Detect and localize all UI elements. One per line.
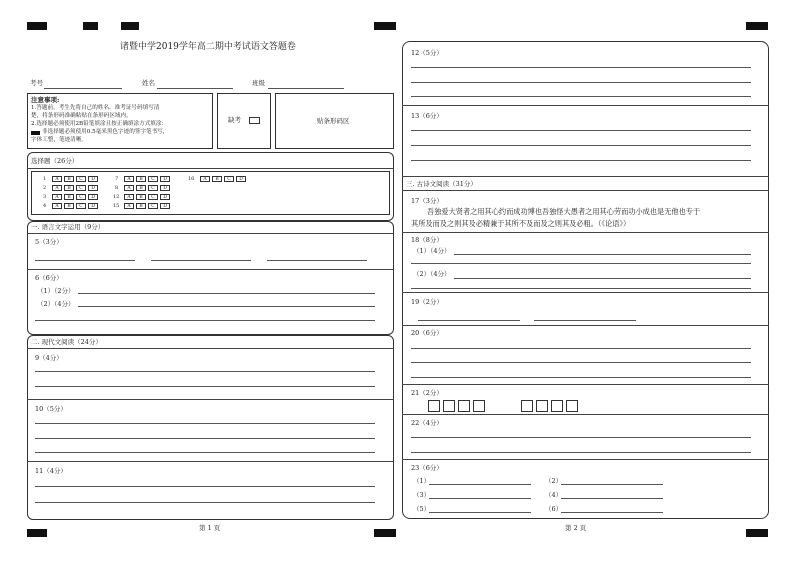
question-label: 9（4分）: [35, 354, 63, 362]
answer-box[interactable]: [458, 400, 470, 412]
registration-mark: [83, 22, 98, 30]
answer-line[interactable]: [429, 512, 531, 513]
choice-bubble[interactable]: D: [236, 176, 246, 182]
question-label: 22（4分）: [411, 419, 443, 427]
section-title: 二. 现代文阅读（24分）: [31, 338, 102, 346]
question-label: 10（5分）: [35, 405, 67, 413]
answer-line[interactable]: [411, 437, 751, 438]
answer-line[interactable]: [35, 452, 375, 453]
choice-number: 2: [43, 185, 47, 191]
answer-line[interactable]: [411, 452, 751, 453]
registration-mark: [746, 529, 768, 537]
choice-bubble[interactable]: C: [76, 176, 86, 182]
question-label: 12（5分）: [411, 49, 443, 57]
choice-number: 8: [115, 185, 119, 191]
choice-bubble[interactable]: A: [124, 203, 134, 209]
question-label: 20（6分）: [411, 329, 443, 337]
class-label: 班级: [252, 79, 265, 87]
question-label: 19（2分）: [411, 298, 443, 306]
choice-bubble[interactable]: B: [64, 194, 74, 200]
name-label: 姓名: [142, 79, 155, 87]
choice-bubble[interactable]: D: [160, 176, 170, 182]
registration-mark: [374, 22, 396, 30]
choice-bubble[interactable]: D: [160, 203, 170, 209]
registration-mark: [121, 22, 139, 30]
answer-line[interactable]: [561, 498, 663, 499]
choice-bubble[interactable]: C: [148, 176, 158, 182]
notes-line: 楚，将条形码准确粘贴在条形码区域内。: [31, 113, 132, 119]
question-label: 18（8分）: [411, 236, 443, 244]
choice-bubble[interactable]: C: [76, 185, 86, 191]
answer-line[interactable]: [411, 160, 751, 161]
choice-title: 选择题（26分）: [31, 157, 79, 165]
answer-line[interactable]: [561, 512, 663, 513]
choice-number: 3: [43, 194, 47, 200]
question-label: 21（2分）: [411, 389, 443, 397]
choice-number: 12: [113, 194, 120, 200]
answer-box[interactable]: [473, 400, 485, 412]
sub-question-label: （1）（4分）: [413, 247, 451, 255]
choice-bubble[interactable]: C: [76, 194, 86, 200]
answer-line[interactable]: [411, 130, 751, 131]
page-title: 诸暨中学2019学年高二期中考试语文答题卷: [120, 42, 296, 52]
question-label: 6（6分）: [35, 274, 63, 282]
answer-line[interactable]: [534, 320, 636, 321]
choice-bubble[interactable]: A: [52, 194, 62, 200]
answer-line[interactable]: [78, 306, 375, 307]
question-label: 5（3分）: [35, 238, 63, 246]
answer-line[interactable]: [411, 67, 751, 68]
choice-number: 16: [188, 176, 195, 182]
choice-bubble[interactable]: A: [124, 194, 134, 200]
answer-line[interactable]: [454, 278, 751, 279]
question-label: 17（3分）: [411, 197, 443, 205]
answer-box[interactable]: [521, 400, 533, 412]
section-title: 一. 语言文字运用（9分）: [31, 223, 105, 231]
choice-bubble[interactable]: C: [76, 203, 86, 209]
answer-line[interactable]: [78, 293, 375, 294]
page2-frame: [402, 41, 769, 519]
passage-text: 吾独爱大贤者之用其心约而成功博也吾独怪大愚者之用其心劳而功小成也是无他也专于: [427, 207, 701, 216]
answer-box[interactable]: [428, 400, 440, 412]
answer-line[interactable]: [35, 260, 135, 261]
answer-line[interactable]: [411, 362, 751, 363]
answer-box[interactable]: [551, 400, 563, 412]
sub-item-label: （2）: [545, 477, 563, 485]
choice-bubble[interactable]: D: [88, 176, 98, 182]
choice-number: 7: [115, 176, 119, 182]
registration-mark: [27, 529, 47, 537]
answer-line[interactable]: [454, 254, 751, 255]
section-modern-reading: [27, 335, 394, 520]
exam-no-label: 考号: [30, 79, 43, 87]
question-label: 11（4分）: [35, 467, 67, 475]
answer-line[interactable]: [429, 498, 531, 499]
filled-bubble-sample: [31, 131, 40, 135]
page-number: 第 2 页: [565, 524, 587, 532]
answer-line[interactable]: [267, 260, 367, 261]
choice-bubble[interactable]: A: [124, 176, 134, 182]
answer-line[interactable]: [411, 145, 751, 146]
sub-item-label: （6）: [545, 505, 563, 513]
choice-number: 4: [43, 203, 47, 209]
answer-line[interactable]: [35, 502, 375, 503]
choice-bubble[interactable]: B: [212, 176, 222, 182]
answer-line[interactable]: [411, 348, 751, 349]
answer-box[interactable]: [443, 400, 455, 412]
choice-bubble[interactable]: B: [64, 176, 74, 182]
answer-line[interactable]: [35, 423, 375, 424]
answer-box[interactable]: [536, 400, 548, 412]
sub-item-label: （4）: [545, 491, 563, 499]
answer-line[interactable]: [411, 82, 751, 83]
choice-bubble[interactable]: A: [52, 185, 62, 191]
answer-line[interactable]: [418, 320, 520, 321]
choice-bubble[interactable]: B: [136, 203, 146, 209]
exam-no-field[interactable]: [44, 88, 122, 89]
sub-item-label: （1）: [413, 477, 431, 485]
answer-line[interactable]: [411, 263, 751, 264]
sub-item-label: （3）: [413, 491, 431, 499]
notes-line: 字体工整，笔迹清晰。: [31, 137, 87, 143]
choice-bubble[interactable]: A: [52, 176, 62, 182]
answer-line[interactable]: [35, 371, 375, 372]
choice-bubble[interactable]: D: [88, 194, 98, 200]
answer-line[interactable]: [151, 260, 251, 261]
choice-bubble[interactable]: D: [160, 185, 170, 191]
registration-mark: [746, 22, 768, 30]
sub-question-label: （2）（4分）: [413, 270, 451, 278]
question-label: 23（6分）: [411, 464, 443, 472]
choice-bubble[interactable]: B: [64, 203, 74, 209]
absent-box: [217, 93, 271, 149]
choice-bubble[interactable]: C: [148, 203, 158, 209]
sub-question-label: （1）（2分）: [37, 287, 75, 295]
class-field[interactable]: [268, 88, 344, 89]
choice-bubble[interactable]: A: [124, 185, 134, 191]
registration-mark: [374, 529, 396, 537]
answer-line[interactable]: [411, 288, 751, 289]
choice-bubble[interactable]: D: [160, 194, 170, 200]
choice-bubble[interactable]: A: [52, 203, 62, 209]
answer-line[interactable]: [35, 438, 375, 439]
answer-line[interactable]: [561, 484, 663, 485]
choice-bubble[interactable]: C: [148, 185, 158, 191]
choice-bubble[interactable]: B: [136, 176, 146, 182]
choice-bubble[interactable]: D: [88, 203, 98, 209]
answer-line[interactable]: [35, 386, 375, 387]
answer-line[interactable]: [429, 484, 531, 485]
choice-bubble[interactable]: A: [200, 176, 210, 182]
notes-heading: 注意事项:: [31, 96, 60, 104]
sub-item-label: （5）: [413, 505, 431, 513]
notes-line: 非选择题必须使用0.5毫米黑色字迹的签字笔书写，: [42, 129, 169, 135]
section-language: [27, 221, 394, 335]
section-title: 三. 古诗文阅读（31分）: [406, 180, 477, 188]
choice-bubble[interactable]: D: [88, 185, 98, 191]
passage-text: 其所及而及之则其及必精兼于其所不及而及之则其及必粗。（《论语》）: [411, 219, 631, 228]
page-number: 第 1 页: [199, 524, 221, 532]
choice-bubble[interactable]: B: [136, 194, 146, 200]
absent-checkbox[interactable]: [249, 117, 260, 124]
barcode-label: 贴条形码区: [317, 117, 350, 125]
choice-number: 15: [113, 203, 120, 209]
answer-line[interactable]: [35, 486, 375, 487]
notes-line: 2.选择题必须使用2B铅笔填涂且按正确填涂方式填涂:: [31, 121, 164, 127]
name-field[interactable]: [157, 88, 233, 89]
question-label: 13（6分）: [411, 112, 443, 120]
answer-box[interactable]: [566, 400, 578, 412]
absent-label: 缺考: [228, 116, 241, 124]
choice-bubble[interactable]: B: [64, 185, 74, 191]
choice-bubble[interactable]: B: [136, 185, 146, 191]
choice-number: 1: [43, 176, 47, 182]
answer-line[interactable]: [411, 96, 751, 97]
registration-mark: [27, 22, 47, 30]
notes-line: 1.答题前，考生先将自己的姓名、准考证号码填写清: [31, 105, 160, 111]
choice-bubble[interactable]: C: [224, 176, 234, 182]
answer-line[interactable]: [411, 377, 751, 378]
choice-bubble[interactable]: C: [148, 194, 158, 200]
sub-question-label: （2）（4分）: [37, 300, 75, 308]
answer-line[interactable]: [35, 320, 375, 321]
